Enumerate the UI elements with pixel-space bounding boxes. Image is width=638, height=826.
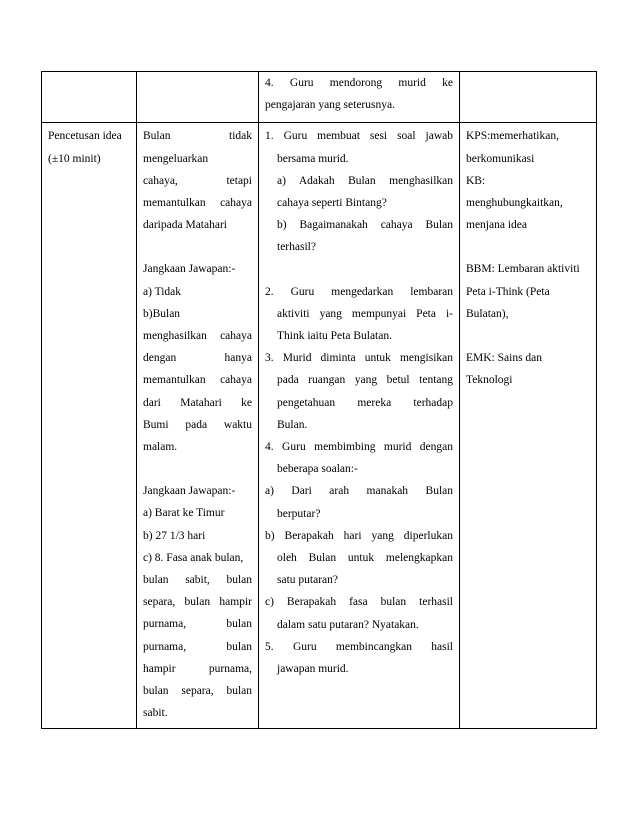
text-line: c) 8. Fasa anak bulan,	[143, 551, 244, 564]
text-line: c) Berapakah fasa bulan terhasil	[265, 596, 453, 609]
text-line: sabit.	[143, 707, 168, 720]
text-line: beberapa soalan:-	[277, 463, 358, 476]
text-line: cahaya, tetapi	[143, 174, 252, 187]
text-line: Bulan tidak	[143, 130, 252, 143]
lesson-plan-table	[41, 71, 597, 729]
text-line: satu putaran?	[277, 574, 338, 587]
spacer	[143, 236, 252, 258]
stage-title: Pencetusan idea	[48, 130, 122, 143]
activity-cell	[259, 123, 460, 729]
text-line: Bumi pada waktu	[143, 418, 252, 431]
text-line: 4. Guru mendorong murid ke	[265, 77, 453, 89]
text-line: berkomunikasi	[466, 152, 535, 165]
text-line: separa, bulan hampir	[143, 596, 252, 609]
spacer	[143, 458, 252, 480]
text-line: b) 27 1/3 hari	[143, 529, 206, 542]
text-line: berputar?	[277, 507, 321, 520]
text-line: bulan separa, bulan	[143, 685, 252, 698]
text-line: b) Bagaimanakah cahaya Bulan	[277, 219, 453, 232]
text-line: b)Bulan	[143, 307, 181, 320]
text-line: KB:	[466, 174, 486, 187]
text-line: pengajaran yang seterusnya.	[265, 99, 395, 112]
text-line: Teknologi	[466, 374, 513, 387]
text-line: a) Tidak	[143, 285, 182, 298]
text-line: 2. Guru mengedarkan lembaran	[265, 285, 453, 298]
text-line: pada ruangan yang betul tentang	[277, 374, 453, 387]
text-line: BBM: Lembaran aktiviti	[466, 263, 580, 276]
table-row	[42, 72, 597, 123]
activity-cell	[259, 72, 460, 123]
text-line: dalam satu putaran? Nyatakan.	[277, 618, 419, 631]
stage-cell	[42, 123, 137, 729]
text-line: daripada Matahari	[143, 219, 227, 232]
text-line: menghubungkaitkan,	[466, 197, 563, 210]
content-cell	[137, 123, 259, 729]
text-line: menghasilkan cahaya	[143, 330, 252, 343]
text-line: hampir purnama,	[143, 662, 252, 675]
text-line: oleh Bulan untuk melengkapkan	[277, 552, 453, 565]
table-row	[42, 123, 597, 729]
text-line: mengeluarkan	[143, 152, 209, 165]
content-cell	[137, 72, 259, 123]
text-line: a) Dari arah manakah Bulan	[265, 485, 453, 498]
text-line: bersama murid.	[277, 152, 349, 165]
text-line: dengan hanya	[143, 352, 252, 365]
text-line: terhasil?	[277, 241, 316, 254]
text-line: jawapan murid.	[277, 663, 349, 676]
text-line: dari Matahari ke	[143, 396, 252, 409]
text-line: Bulan.	[277, 418, 308, 431]
spacer	[265, 259, 453, 281]
stage-cell	[42, 72, 137, 123]
text-line: 5. Guru membincangkan hasil	[265, 640, 453, 653]
text-line: aktiviti yang mempunyai Peta i-	[277, 307, 453, 320]
text-line: Peta i-Think (Peta	[466, 285, 550, 298]
text-line: pengetahuan mereka terhadap	[277, 396, 453, 409]
text-line: bulan sabit, bulan	[143, 574, 252, 587]
text-line: menjana idea	[466, 219, 527, 232]
text-line: purnama, bulan	[143, 618, 252, 631]
text-line: KPS:memerhatikan,	[466, 130, 559, 143]
spacer	[466, 236, 590, 258]
spacer	[466, 325, 590, 347]
text-line: Think iaitu Peta Bulatan.	[277, 330, 392, 343]
text-line: memantulkan cahaya	[143, 197, 252, 210]
stage-duration: (±10 minit)	[48, 152, 101, 165]
text-line: memantulkan cahaya	[143, 374, 252, 387]
text-line: Bulatan),	[466, 307, 509, 320]
notes-cell	[460, 72, 597, 123]
text-line: purnama, bulan	[143, 640, 252, 653]
notes-cell	[460, 123, 597, 729]
text-line: 1. Guru membuat sesi soal jawab	[265, 130, 453, 143]
text-line: cahaya seperti Bintang?	[277, 197, 387, 210]
text-line: Jangkaan Jawapan:-	[143, 263, 236, 276]
text-line: Jangkaan Jawapan:-	[143, 485, 236, 498]
text-line: EMK: Sains dan	[466, 352, 543, 365]
text-line: malam.	[143, 441, 178, 454]
text-line: a) Barat ke Timur	[143, 507, 225, 520]
text-line: a) Adakah Bulan menghasilkan	[277, 174, 453, 187]
text-line: 4. Guru membimbing murid dengan	[265, 441, 453, 454]
text-line: 3. Murid diminta untuk mengisikan	[265, 352, 453, 365]
text-line: b) Berapakah hari yang diperlukan	[265, 529, 453, 542]
